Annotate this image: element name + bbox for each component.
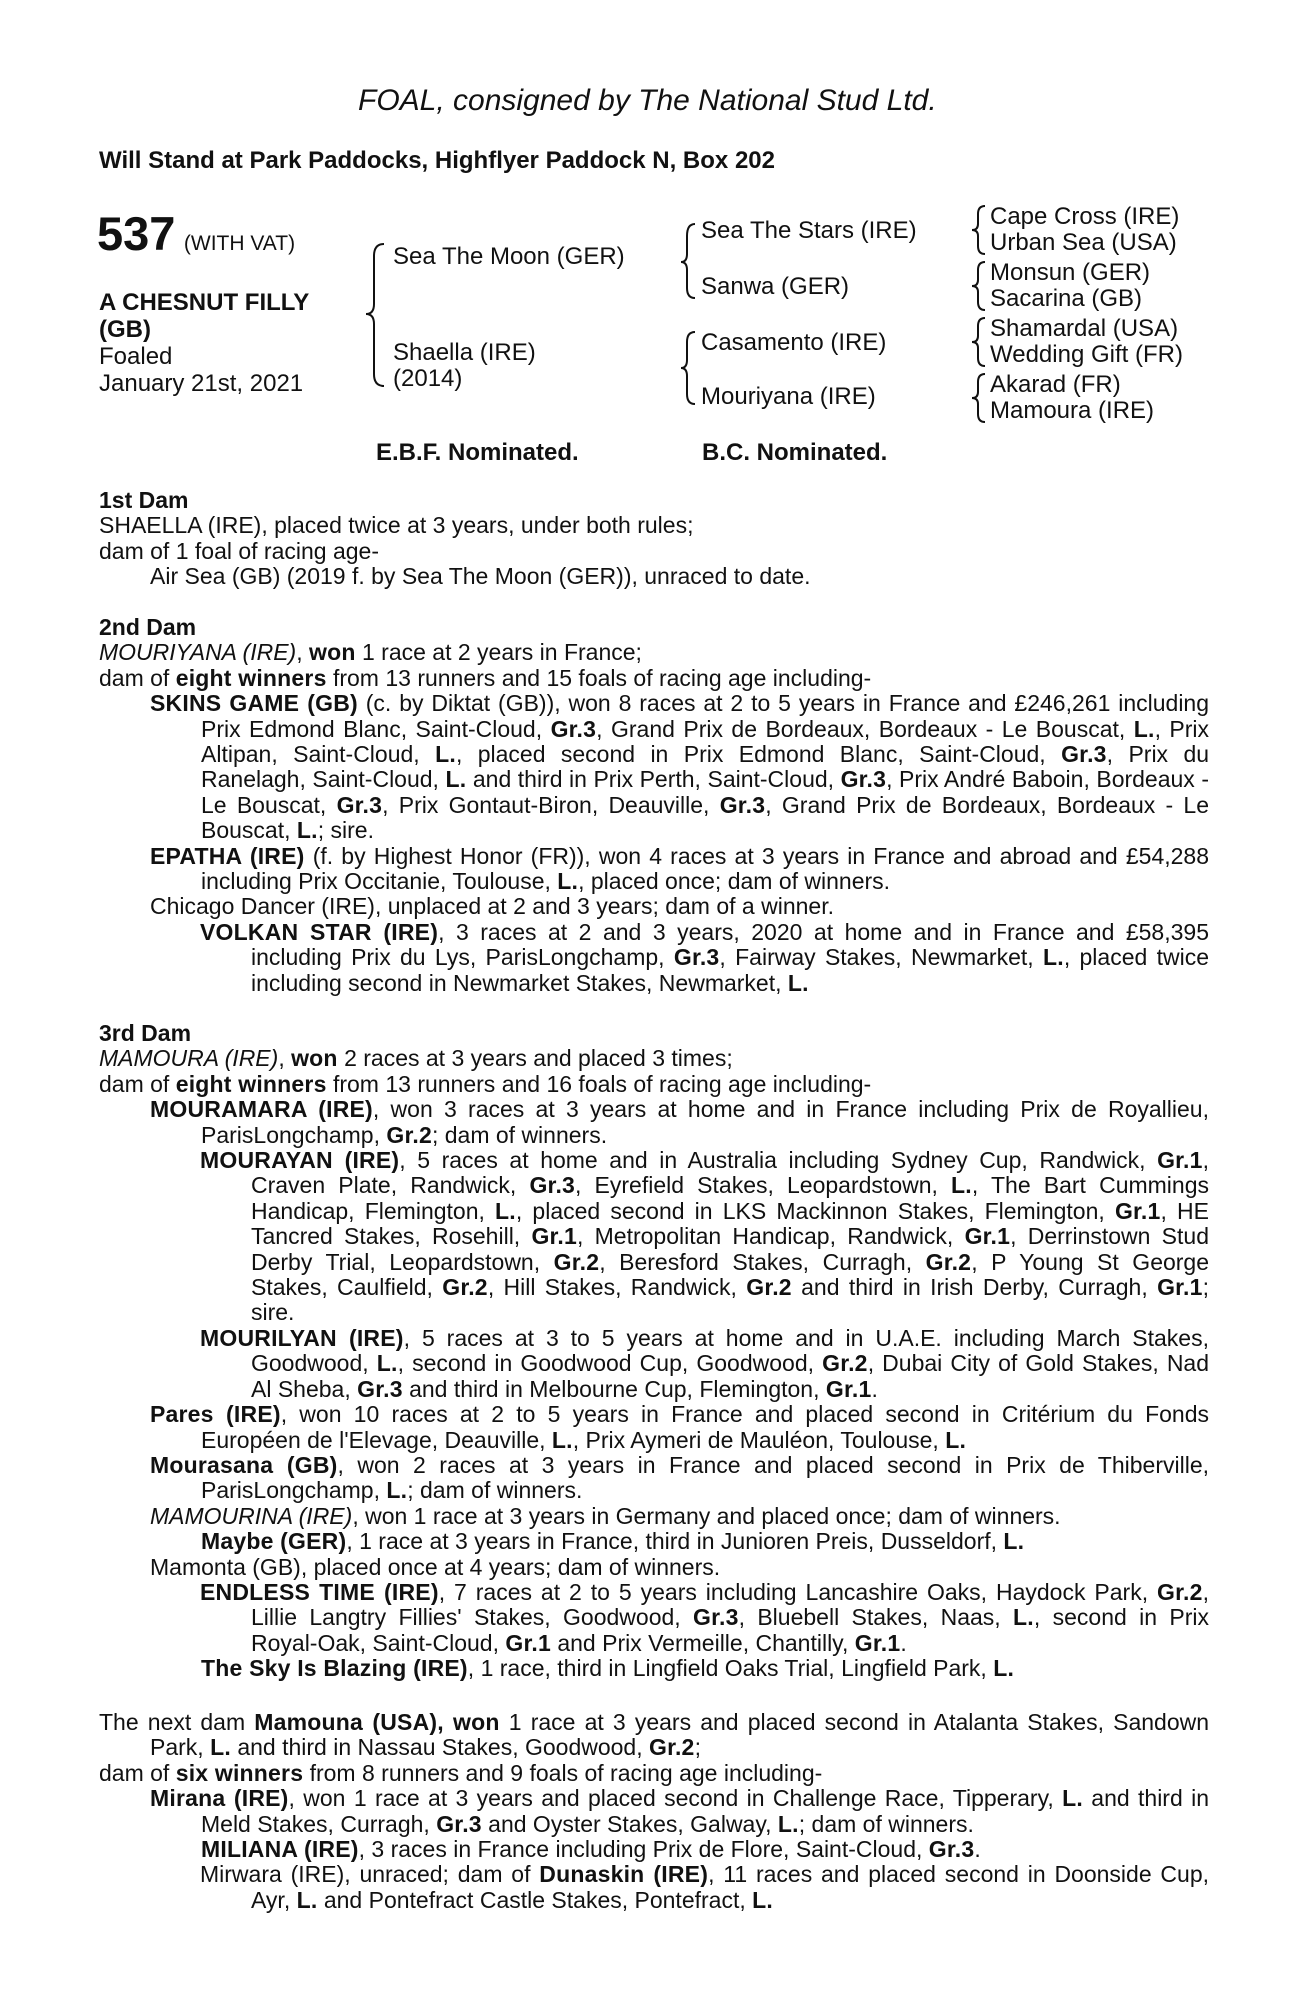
- pares-text-1: , won 10 races at 2 to 5 years in France and placed second in Critérium du Fonds Européen de l'Elevage, Deauville,: [201, 1401, 1209, 1453]
- period: .: [871, 1375, 878, 1402]
- listed-label: L.: [1013, 1604, 1034, 1631]
- gr3-label: Gr.3: [693, 1604, 739, 1631]
- pedigree-dam-dam: Mouriyana (IRE): [701, 383, 876, 410]
- gr2-label: Gr.2: [649, 1734, 695, 1761]
- entry-mamourina: [99, 1504, 1209, 1529]
- entry-miliana: [99, 1837, 1209, 1862]
- miliana-name: MILIANA (IRE): [201, 1836, 359, 1863]
- entry-mourasana: [99, 1453, 1209, 1504]
- entry-mourayan: [99, 1148, 1209, 1326]
- mirwara-text-1: Mirwara (IRE), unraced; dam of: [200, 1861, 531, 1888]
- mourilyan-name: MOURILYAN (IRE): [200, 1324, 404, 1351]
- bc-nomination: B.C. Nominated.: [702, 439, 888, 466]
- pedigree-dam-year: (2014): [393, 365, 463, 392]
- vat-note: (WITH VAT): [183, 232, 296, 255]
- foaling-date: January 21st, 2021: [99, 370, 304, 397]
- second-dam-produce-rest: from 13 runners and 15 foals of racing age including-: [332, 664, 872, 691]
- third-dam-winners: eight winners: [175, 1070, 327, 1097]
- first-dam-section: [99, 488, 1209, 590]
- pares-name: Pares (IRE): [150, 1401, 281, 1428]
- next-dam-intro: [99, 1710, 1209, 1761]
- gr3-label: Gr.3: [840, 766, 887, 793]
- entry-mourilyan: [99, 1326, 1209, 1402]
- mamourina-text-1: , won 1 race at 3 years in Germany and placed once; dam of winners.: [352, 1502, 1061, 1529]
- endless-time-text-4: , second in Prix Royal-Oak, Saint-Cloud,: [251, 1604, 1209, 1656]
- first-dam-line-2: dam of 1 foal of racing age-: [99, 537, 379, 564]
- third-dam-produce: [99, 1072, 1209, 1097]
- gr3-label: Gr.3: [928, 1836, 975, 1863]
- mirana-text-3: and Oyster Stakes, Galway,: [488, 1810, 772, 1837]
- mourilyan-text-4: and third in Melbourne Cup, Flemington,: [409, 1375, 820, 1402]
- dam-of-label: dam of: [99, 664, 170, 691]
- next-dam-lead: The next dam: [99, 1709, 246, 1735]
- third-dam-name: MAMOURA (IRE): [99, 1045, 279, 1072]
- skins-game-text-9: , Grand Prix de Bordeaux, Bordeaux - Le Bouscat,: [201, 791, 1210, 844]
- next-dam-text-1: 1 race at 3 years and placed second in Atalanta Stakes, Sandown Park,: [150, 1709, 1210, 1761]
- endless-time-name: ENDLESS TIME (IRE): [200, 1578, 439, 1605]
- mirana-text-1: , won 1 race at 3 years and placed second in Challenge Race, Tipperary,: [288, 1785, 1054, 1812]
- gr1-label: Gr.1: [964, 1223, 1011, 1250]
- listed-label: L.: [787, 969, 809, 996]
- pedigree-dam-sire: Casamento (IRE): [701, 329, 887, 356]
- period: .: [974, 1836, 981, 1863]
- dam-bracket: [681, 332, 695, 404]
- volkan-star-name: VOLKAN STAR (IRE): [200, 918, 439, 945]
- entry-maybe: [99, 1529, 1209, 1554]
- sire-bracket: [681, 224, 695, 298]
- second-dam-record: 1 race at 2 years in France;: [361, 639, 642, 666]
- pedigree-gd3: Wedding Gift (FR): [990, 341, 1183, 368]
- gr3-label: Gr.3: [336, 791, 383, 818]
- listed-label: L.: [993, 1655, 1015, 1682]
- volkan-star-text-2: , Fairway Stakes, Newmarket,: [719, 944, 1034, 971]
- second-dam-heading: 2nd Dam: [99, 614, 197, 640]
- pedigree-gs1: Cape Cross (IRE): [990, 203, 1180, 230]
- pedigree-sire: Sea The Moon (GER): [393, 243, 625, 270]
- gr3-label: Gr.3: [719, 791, 766, 818]
- mourayan-text-7: , Metropolitan Handicap, Randwick,: [577, 1223, 954, 1250]
- sky-is-blazing-name: The Sky Is Blazing (IRE): [201, 1655, 468, 1682]
- skins-game-text-3: , Prix Altipan, Saint-Cloud,: [201, 715, 1210, 768]
- third-dam-record: 2 races at 3 years and placed 3 times;: [344, 1045, 733, 1072]
- gr1-label: Gr.1: [825, 1375, 872, 1402]
- epatha-text-1: (f. by Highest Honor (FR)), won 4 races at 3 years in France and abroad and £54,288 including Prix Occitanie, Toulouse,: [201, 842, 1210, 895]
- endless-time-text-5: and Prix Vermeille, Chantilly,: [557, 1629, 849, 1656]
- listed-label: L.: [445, 766, 467, 793]
- gr2-label: Gr.2: [553, 1248, 600, 1275]
- listed-label: L.: [551, 1426, 573, 1453]
- mourayan-text-2: , Craven Plate, Randwick,: [251, 1147, 1210, 1199]
- third-dam-intro: MAMOURA (IRE), won 2 races at 3 years and placed 3 times;: [99, 1045, 733, 1072]
- period: .: [900, 1629, 907, 1656]
- pedigree-gd1: Urban Sea (USA): [990, 229, 1177, 256]
- endless-time-text-3: , Bluebell Stakes, Naas,: [738, 1604, 1001, 1631]
- mourayan-text-6: , HE Tancred Stakes, Rosehill,: [251, 1197, 1209, 1250]
- mourayan-text-8: , Derrinstown Stud Derby Trial, Leopardstown,: [251, 1223, 1209, 1275]
- listed-label: L.: [1133, 715, 1155, 742]
- mourilyan-text-1: , 5 races at 3 to 5 years at home and in U.A.E. including March Stakes, Goodwood,: [251, 1324, 1209, 1377]
- second-dam-winners: eight winners: [175, 664, 327, 691]
- pedigree-gd4: Mamoura (IRE): [990, 397, 1155, 424]
- listed-label: L.: [1062, 1785, 1083, 1812]
- listed-label: L.: [1042, 944, 1064, 971]
- pares-text-2: , Prix Aymeri de Mauléon, Toulouse,: [572, 1426, 939, 1453]
- mourayan-text-11: , Hill Stakes, Randwick,: [487, 1274, 737, 1301]
- skins-game-text-8: , Prix Gontaut-Biron, Deauville,: [382, 791, 710, 818]
- entry-volkan-star: [99, 920, 1209, 996]
- next-dam-produce: [99, 1761, 1209, 1786]
- skins-game-name: SKINS GAME (GB): [150, 690, 358, 717]
- gs3-bracket: [972, 318, 985, 366]
- next-dam-produce-rest: from 8 runners and 9 foals of racing age including-: [309, 1759, 823, 1786]
- skins-game-text-1: (c. by Diktat (GB)), won 8 races at 2 to 5 years in France and £246,261 including Prix Edmond Blanc, Saint-Cloud,: [201, 690, 1210, 742]
- consignor-line: FOAL, consigned by The National Stud Ltd.: [358, 84, 937, 117]
- entry-mirwara: [99, 1862, 1209, 1913]
- third-dam-heading: 3rd Dam: [99, 1020, 192, 1046]
- listed-label: L.: [435, 741, 456, 768]
- mourasana-text-1: , won 2 races at 3 years in France and placed second in Prix de Thiberville, ParisLongchamp,: [201, 1451, 1209, 1504]
- stand-location: Will Stand at Park Paddocks, Highflyer Paddock N, Box 202: [99, 147, 775, 174]
- skins-game-text-10: ; sire.: [317, 817, 374, 844]
- semicolon: ;: [694, 1734, 701, 1761]
- second-dam-section: [99, 615, 1209, 996]
- gr1-label: Gr.1: [505, 1629, 551, 1656]
- skins-game-text-6: and third in Prix Perth, Saint-Cloud,: [472, 766, 835, 793]
- gr1-label: Gr.1: [1157, 1274, 1203, 1301]
- listed-label: L.: [296, 817, 318, 844]
- gr3-label: Gr.3: [550, 715, 597, 742]
- mourayan-text-1: , 5 races at home and in Australia including Sydney Cup, Randwick,: [399, 1147, 1146, 1174]
- mourasana-text-2: ; dam of winners.: [407, 1477, 583, 1504]
- mourayan-text-4: , The Bart Cummings Handicap, Flemington,: [251, 1172, 1209, 1224]
- second-dam-produce: [99, 666, 1209, 691]
- pedigree-gs2: Monsun (GER): [990, 259, 1151, 286]
- gr2-label: Gr.2: [1157, 1578, 1203, 1605]
- mamourina-name: MAMOURINA (IRE): [150, 1502, 353, 1529]
- skins-game-text-4: , placed second in Prix Edmond Blanc, Saint-Cloud,: [455, 741, 1046, 768]
- next-dam-winners: six winners: [175, 1759, 304, 1786]
- foaled-label: Foaled: [99, 343, 173, 370]
- won-label: won: [309, 639, 356, 666]
- skins-game-text-7: , Prix André Baboin, Bordeaux - Le Bouscat,: [201, 766, 1209, 818]
- listed-label: L.: [296, 1886, 318, 1913]
- mourasana-name: Mourasana (GB): [150, 1451, 338, 1478]
- entry-mirana: [99, 1786, 1209, 1837]
- gr3-label: Gr.3: [357, 1375, 403, 1402]
- next-dam-name: Mamouna (USA),: [254, 1709, 444, 1735]
- mourayan-text-9: , Beresford Stakes, Curragh,: [599, 1248, 913, 1275]
- first-dam-foal: Air Sea (GB) (2019 f. by Sea The Moon (GER)), unraced to date.: [150, 563, 811, 590]
- gr3-label: Gr.3: [436, 1810, 482, 1837]
- mirana-text-2: and third in Meld Stakes, Curragh,: [201, 1785, 1209, 1837]
- gs1-bracket: [972, 206, 985, 254]
- gr2-label: Gr.2: [822, 1350, 868, 1377]
- epatha-text-2: , placed once; dam of winners.: [578, 868, 891, 895]
- lot-number-value: 537: [97, 207, 176, 260]
- endless-time-text-2: , Lillie Langtry Fillies' Stakes, Goodwood,: [251, 1578, 1209, 1631]
- gr3-label: Gr.3: [529, 1172, 576, 1199]
- ebf-nomination: E.B.F. Nominated.: [376, 439, 579, 466]
- entry-endless-time: [99, 1580, 1209, 1656]
- third-dam-section: [99, 1021, 1209, 1682]
- pedigree-sire-sire: Sea The Stars (IRE): [701, 217, 917, 244]
- pedigree-gs4: Akarad (FR): [990, 371, 1121, 398]
- epatha-name: EPATHA (IRE): [150, 842, 305, 869]
- mouramara-text-2: ; dam of winners.: [431, 1121, 608, 1148]
- entry-mamonta: Mamonta (GB), placed once at 4 years; dam of winners.: [150, 1553, 721, 1580]
- maybe-name: Maybe (GER): [201, 1528, 347, 1555]
- entry-skins-game: [150, 691, 1209, 843]
- mirana-name: Mirana (IRE): [150, 1785, 289, 1812]
- dam-of-label: dam of: [99, 1759, 170, 1786]
- mourayan-name: MOURAYAN (IRE): [200, 1147, 400, 1174]
- volkan-star-text-1: , 3 races at 2 and 3 years, 2020 at home and in France and £58,395 including Prix du Lys, ParisLongchamp,: [251, 918, 1209, 971]
- gr2-label: Gr.2: [746, 1274, 792, 1301]
- volkan-star-text-3: , placed twice including second in Newmarket Stakes, Newmarket,: [251, 944, 1209, 996]
- gr1-label: Gr.1: [1157, 1147, 1203, 1174]
- listed-label: L.: [945, 1426, 967, 1453]
- skins-game-text-5: , Prix du Ranelagh, Saint-Cloud,: [201, 741, 1210, 793]
- pedigree-gd2: Sacarina (GB): [990, 285, 1143, 312]
- entry-sky-is-blazing: [99, 1656, 1209, 1681]
- skins-game-text-2: , Grand Prix de Bordeaux, Bordeaux - Le Bouscat,: [596, 715, 1126, 742]
- entry-pares: [99, 1402, 1209, 1453]
- first-dam-heading: 1st Dam: [99, 487, 189, 513]
- mourilyan-text-2: , second in Goodwood Cup, Goodwood,: [397, 1350, 815, 1377]
- second-dam-intro: MOURIYANA (IRE), won 1 race at 2 years in France;: [99, 639, 642, 666]
- mirana-text-4: ; dam of winners.: [798, 1810, 974, 1837]
- gr3-label: Gr.3: [673, 944, 720, 971]
- third-dam-produce-rest: from 13 runners and 16 foals of racing age including-: [332, 1070, 872, 1097]
- gr2-label: Gr.2: [925, 1248, 972, 1275]
- mouramara-name: MOURAMARA (IRE): [150, 1096, 373, 1123]
- listed-label: L.: [386, 1477, 408, 1504]
- gs4-bracket: [972, 374, 985, 422]
- mouramara-text-1: , won 3 races at 3 years at home and in France including Prix de Royallieu, ParisLongchamp,: [201, 1096, 1209, 1148]
- gs2-bracket: [972, 262, 985, 310]
- gr1-label: Gr.1: [854, 1629, 901, 1656]
- gr2-label: Gr.2: [442, 1274, 488, 1301]
- listed-label: L.: [557, 868, 579, 895]
- sky-is-blazing-text-1: , 1 race, third in Lingfield Oaks Trial, Lingfield Park,: [467, 1655, 987, 1682]
- listed-label: L.: [951, 1172, 972, 1199]
- mirwara-text-3: and Pontefract Castle Stakes, Pontefract,: [323, 1886, 746, 1913]
- miliana-text-1: , 3 races in France including Prix de Flore, Saint-Cloud,: [358, 1836, 923, 1863]
- mourayan-text-5: , placed second in LKS Mackinnon Stakes, Flemington,: [515, 1197, 1105, 1224]
- pedigree-gs3: Shamardal (USA): [990, 315, 1179, 342]
- next-dam-text-2: and third in Nassau Stakes, Goodwood,: [237, 1734, 643, 1761]
- won-label: won: [453, 1709, 500, 1735]
- entry-epatha: [99, 844, 1209, 895]
- listed-label: L.: [376, 1350, 398, 1377]
- dam-sire-bracket: [366, 244, 384, 386]
- maybe-text-1: , 1 race at 3 years in France, third in Junioren Preis, Dusseldorf,: [346, 1528, 998, 1555]
- listed-label: L.: [210, 1734, 231, 1761]
- lot-sex-colour: A CHESNUT FILLY: [99, 289, 310, 316]
- second-dam-name: MOURIYANA (IRE): [99, 639, 297, 666]
- endless-time-text-1: , 7 races at 2 to 5 years including Lancashire Oaks, Haydock Park,: [438, 1578, 1149, 1605]
- listed-label: L.: [752, 1886, 773, 1913]
- dam-of-label: dam of: [99, 1070, 170, 1097]
- gr1-label: Gr.1: [1114, 1197, 1161, 1224]
- gr3-label: Gr.3: [1061, 741, 1107, 768]
- gr1-label: Gr.1: [531, 1223, 577, 1250]
- entry-mouramara: [99, 1097, 1209, 1148]
- first-dam-line-1: SHAELLA (IRE), placed twice at 3 years, under both rules;: [99, 512, 694, 539]
- dunaskin-name: Dunaskin (IRE): [539, 1861, 709, 1888]
- gr2-label: Gr.2: [386, 1121, 432, 1148]
- listed-label: L.: [1003, 1528, 1025, 1555]
- won-label: won: [291, 1045, 338, 1072]
- lot-country: (GB): [99, 316, 151, 343]
- mourayan-text-10: , P Young St George Stakes, Caulfield,: [251, 1248, 1210, 1301]
- listed-label: L.: [495, 1197, 516, 1224]
- mirwara-text-2: , 11 races and placed second in Doonside Cup, Ayr,: [251, 1861, 1210, 1913]
- mourilyan-text-3: , Dubai City of Gold Stakes, Nad Al Sheba,: [251, 1350, 1210, 1402]
- pedigree-sire-dam: Sanwa (GER): [701, 273, 850, 300]
- mourayan-text-3: , Eyrefield Stakes, Leopardstown,: [575, 1172, 938, 1199]
- pedigree-dam: Shaella (IRE): [393, 339, 536, 366]
- next-dam-section: [99, 1710, 1209, 1913]
- entry-chicago-dancer: Chicago Dancer (IRE), unplaced at 2 and 3 years; dam of a winner.: [150, 893, 834, 920]
- listed-label: L.: [777, 1810, 799, 1837]
- mourayan-text-12: and third in Irish Derby, Curragh,: [801, 1274, 1148, 1301]
- mourayan-text-13: ; sire.: [251, 1274, 1210, 1326]
